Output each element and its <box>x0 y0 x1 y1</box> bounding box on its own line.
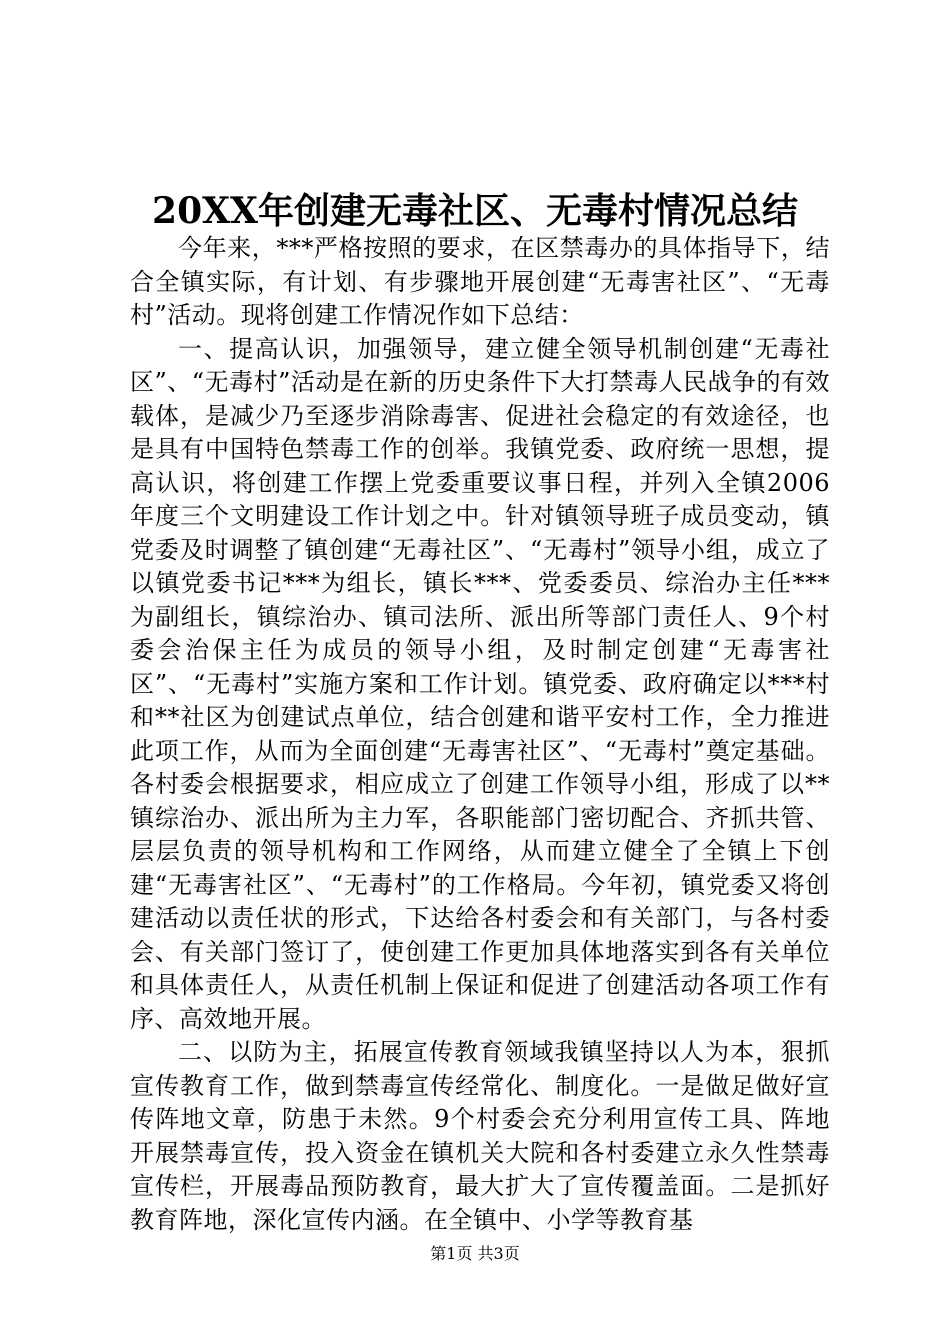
paragraph-intro: 今年来，***严格按照的要求，在区禁毒办的具体指导下，结合全镇实际，有计划、有步骤地开展创建“无毒害社区”、“无毒村”活动。现将创建工作情况作如下总结： <box>130 234 830 329</box>
paragraph-section-2: 二、以防为主，拓展宣传教育领域我镇坚持以人为本，狠抓宣传教育工作，做到禁毒宣传经常化、制度化。一是做足做好宣传阵地文章，防患于未然。9个村委会充分利用宣传工具、阵地开展禁毒宣传，投入资金在镇机关大院和各村委建立永久性禁毒宣传栏，开展毒品预防教育，最大扩大了宣传覆盖面。二是抓好教育阵地，深化宣传内涵。在全镇中、小学等教育基 <box>130 1038 830 1234</box>
page-footer: 第1页 共3页 <box>430 1244 520 1263</box>
document-body <box>130 232 830 1237</box>
paragraph-section-1: 一、提高认识，加强领导，建立健全领导机制创建“无毒社区”、“无毒村”活动是在新的历史条件下大打禁毒人民战争的有效载体，是减少乃至逐步消除毒害、促进社会稳定的有效途径，也是具有中国特色禁毒工作的创举。我镇党委、政府统一思想，提高认识，将创建工作摆上党委重要议事日程，并列入全镇2006年度三个文明建设工作计划之中。针对镇领导班子成员变动，镇党委及时调整了镇创建“无毒社区”、“无毒村”领导小组，成立了以镇党委书记***为组长，镇长***、党委委员、综治办主任***为副组长，镇综治办、镇司法所、派出所等部门责任人、9个村委会治保主任为成员的领导小组，及时制定创建“无毒害社区”、“无毒村”实施方案和工作计划。镇党委、政府确定以***村和**社区为创建试点单位，结合创建和谐平安村工作，全力推进此项工作，从而为全面创建“无毒害社区”、“无毒村”奠定基础。各村委会根据要求，相应成立了创建工作领导小组，形成了以**镇综治办、派出所为主力军，各职能部门密切配合、齐抓共管、层层负责的领导机构和工作网络，从而建立健全了全镇上下创建“无毒害社区”、“无毒村”的工作格局。今年初，镇党委又将创建活动以责任状的形式，下达给各村委会和有关部门，与各村委会、有关部门签订了，使创建工作更加具体地落实到各有关单位和具体责任人，从责任机制上保证和促进了创建活动各项工作有序、高效地开展。 <box>130 334 830 1033</box>
document-title: 20XX年创建无毒社区、无毒村情况总结 <box>152 190 798 232</box>
